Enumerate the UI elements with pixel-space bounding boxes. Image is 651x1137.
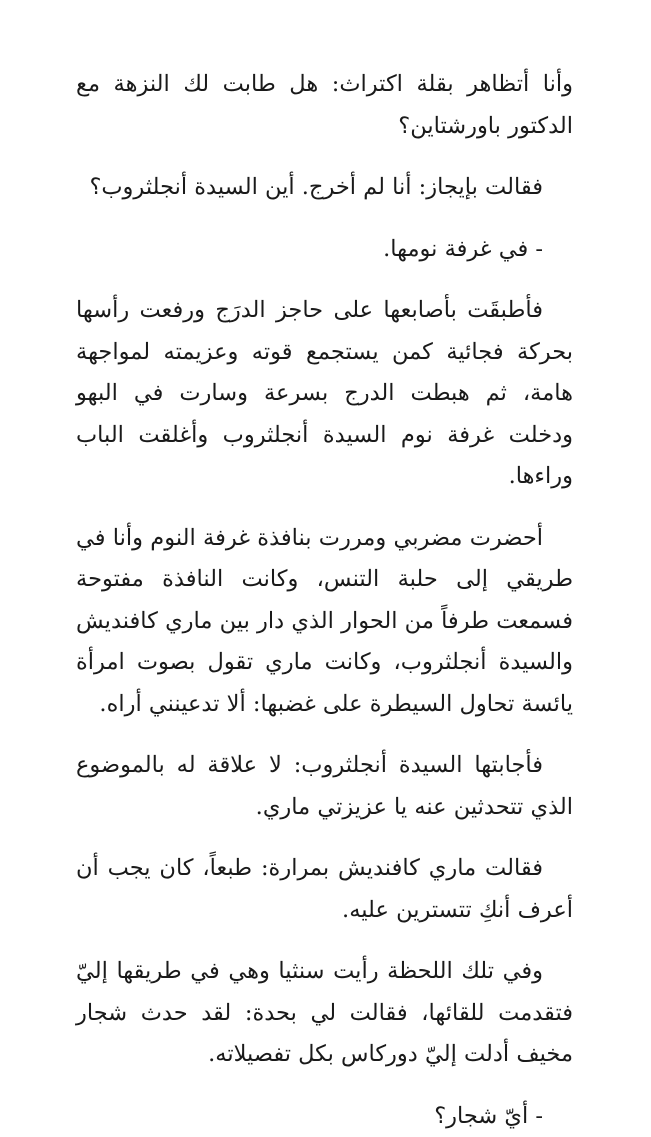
paragraph-4: فأطبقَت بأصابعها على حاجز الدرَج ورفعت رأسها بحركة فجائية كمن يستجمع قوته وعزيمته لمواجهة هامة، ثم هبطت الدرج بسرعة وسارت في البهو ودخلت غرفة نوم السيدة أنجلثروب وأغلقت الباب وراءها.	[76, 290, 573, 498]
paragraph-6: فأجابتها السيدة أنجلثروب: لا علاقة له بالموضوع الذي تتحدثين عنه يا عزيزتي ماري.	[76, 745, 573, 828]
paragraph-7: فقالت ماري كافنديش بمرارة: طبعاً، كان يجب أن أعرف أنكِ تتسترين عليه.	[76, 848, 573, 931]
paragraph-1: وأنا أتظاهر بقلة اكتراث: هل طابت لك النزهة مع الدكتور باورشتاين؟	[76, 64, 573, 147]
paragraph-9-dialog: - أيّ شجار؟	[76, 1096, 573, 1137]
paragraph-8: وفي تلك اللحظة رأيت سنثيا وهي في طريقها إليّ فتقدمت للقائها، فقالت لي بحدة: لقد حدث شجار مخيف أدلت إليّ دوركاس بكل تفصيلاته.	[76, 951, 573, 1076]
paragraph-3-dialog: - في غرفة نومها.	[76, 229, 573, 271]
paragraph-2: فقالت بإيجاز: أنا لم أخرج. أين السيدة أنجلثروب؟	[76, 167, 573, 209]
paragraph-5: أحضرت مضربي ومررت بنافذة غرفة النوم وأنا في طريقي إلى حلبة التنس، وكانت النافذة مفتوحة فسمعت طرفاً من الحوار الذي دار بين ماري كافنديش والسيدة أنجلثروب، وكانت ماري تقول بصوت امرأة يائسة تحاول السيطرة على غضبها: ألا تدعينني أراه.	[76, 518, 573, 726]
